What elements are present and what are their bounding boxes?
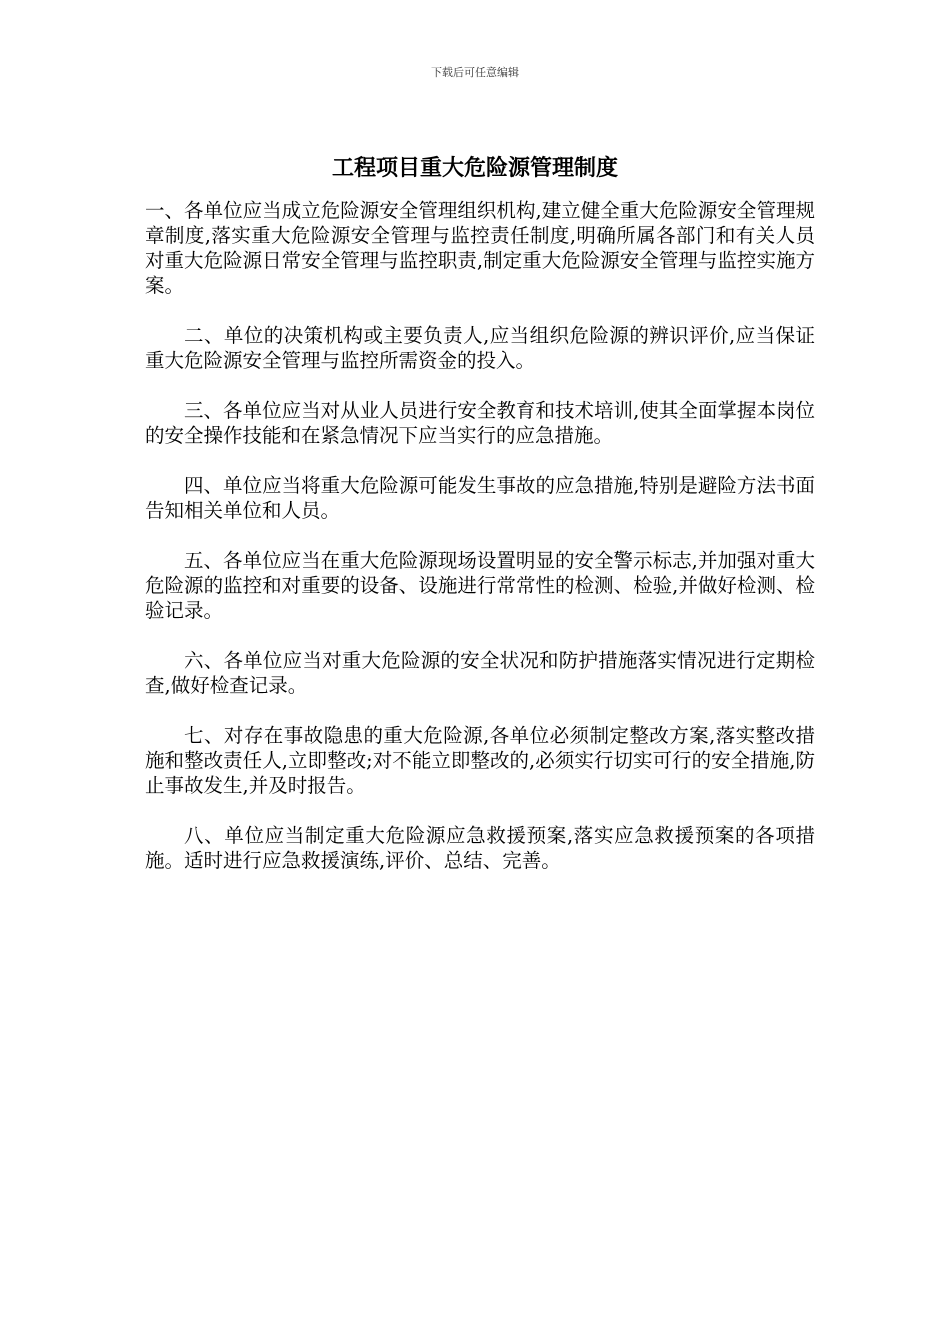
paragraph-2: 二、单位的决策机构或主要负责人,应当组织危险源的辨识评价,应当保证重大危险源安全管理与监控所需资金的投入。 <box>145 324 815 372</box>
paragraph-4: 四、单位应当将重大危险源可能发生事故的应急措施,特别是避险方法书面告知相关单位和人员。 <box>145 474 815 522</box>
document-title: 工程项目重大危险源管理制度 <box>331 156 618 181</box>
paragraph-7: 七、对存在事故隐患的重大危险源,各单位必须制定整改方案,落实整改措施和整改责任人,立即整改;对不能立即整改的,必须实行切实可行的安全措施,防止事故发生,并及时报告。 <box>145 724 815 797</box>
paragraph-6: 六、各单位应当对重大危险源的安全状况和防护措施落实情况进行定期检查,做好检查记录。 <box>145 649 815 697</box>
paragraph-1: 一、各单位应当成立危险源安全管理组织机构,建立健全重大危险源安全管理规章制度,落实重大危险源安全管理与监控责任制度,明确所属各部门和有关人员对重大危险源日常安全管理与监控职责,制定重大危险源安全管理与监控实施方案。 <box>145 199 815 297</box>
paragraph-5: 五、各单位应当在重大危险源现场设置明显的安全警示标志,并加强对重大危险源的监控和对重要的设备、设施进行常常性的检测、检验,并做好检测、检验记录。 <box>145 549 815 622</box>
page-header-note: 下载后可任意编辑 <box>431 66 519 79</box>
paragraph-8: 八、单位应当制定重大危险源应急救援预案,落实应急救援预案的各项措施。适时进行应急救援演练,评价、总结、完善。 <box>145 824 815 872</box>
paragraph-3: 三、各单位应当对从业人员进行安全教育和技术培训,使其全面掌握本岗位的安全操作技能和在紧急情况下应当实行的应急措施。 <box>145 399 815 447</box>
document-body <box>145 198 815 898</box>
